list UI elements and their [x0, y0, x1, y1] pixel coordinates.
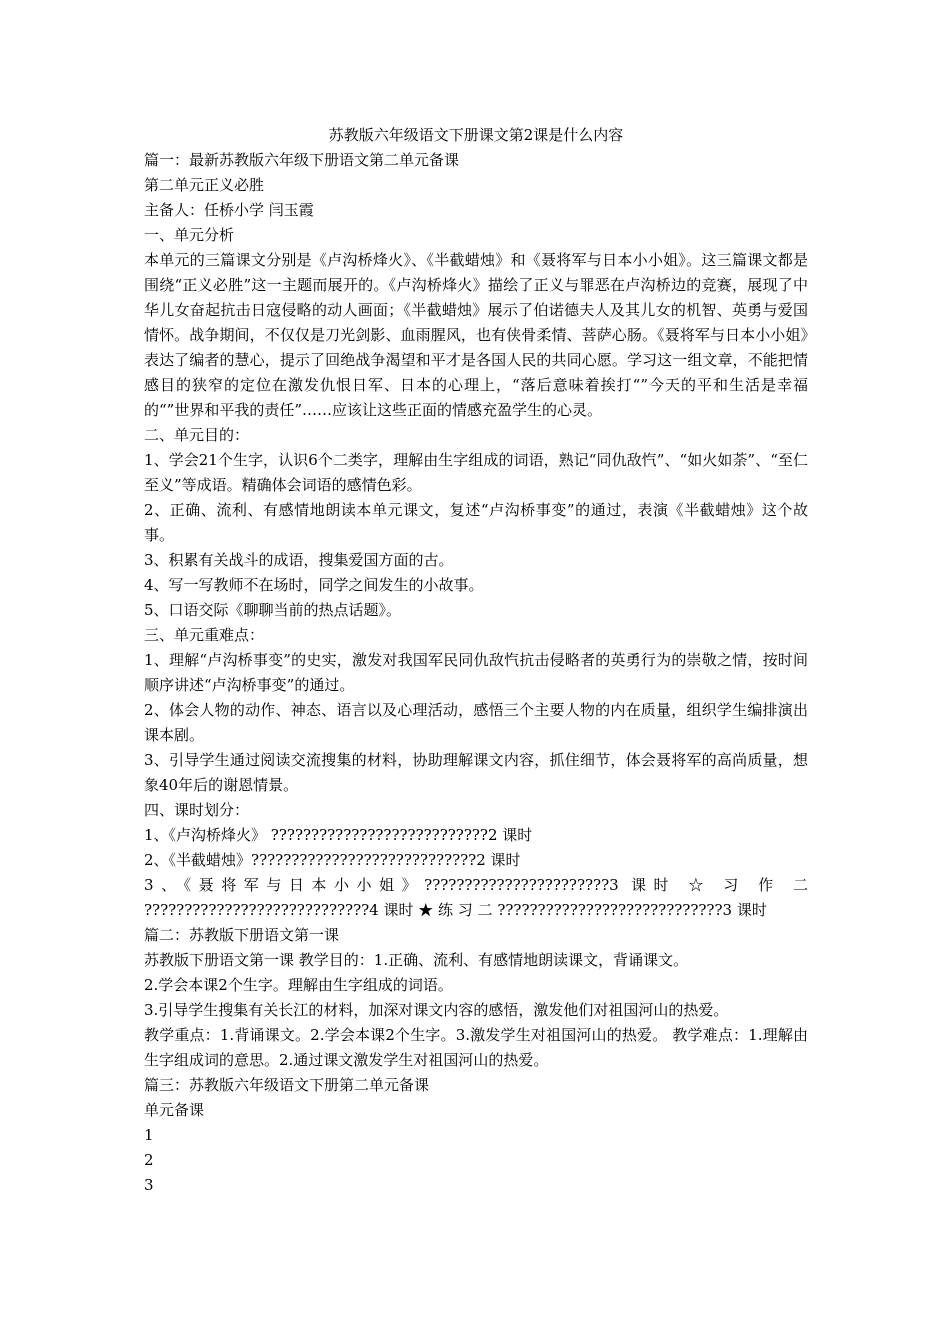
lesson-one-goals: 苏教版下册语文第一课 教学目的：1.正确、流利、有感情地朗读课文，背诵课文。 — [144, 951, 689, 969]
list-number-1: 1 — [144, 1126, 154, 1144]
section-heading-analysis: 一、单元分析 — [144, 226, 235, 244]
lesson-one-goal-3: 3.引导学生搜集有关长江的材料，加深对课文内容的感悟，激发他们对祖国河山的热爱。 — [144, 1001, 729, 1019]
schedule-item-3: 3、《聂将军与日本小小姐》???????????????????????3 课时 ☆ 习 作 二 ????????????????????????????4 课时 ★ 练 习 二 ????????????????????????????3 课时 — [144, 876, 808, 919]
key-point-1: 1、理解“卢沟桥事变”的史实，激发对我国军民同仇敌忾抗击侵略者的英勇行为的崇敬之情，按时间顺序讲述“卢沟桥事变”的通过。 — [144, 651, 808, 694]
list-number-2: 2 — [144, 1151, 154, 1169]
goal-item-3: 3、积累有关战斗的成语，搜集爱国方面的古。 — [144, 551, 454, 569]
schedule-item-2: 2、《半截蜡烛》????????????????????????????2 课时 — [144, 851, 521, 869]
document-title: 苏教版六年级语文下册课文第2课是什么内容 — [328, 126, 624, 144]
list-number-3: 3 — [144, 1176, 154, 1194]
unit-preparation-label: 单元备课 — [144, 1101, 205, 1119]
document-page — [144, 122, 808, 1198]
goal-item-1: 1、学会21个生字，认识6个二类字，理解由生字组成的词语，熟记“同仇敌忾”、“如火如荼”、“至仁至义”等成语。精确体会词语的感情色彩。 — [144, 451, 808, 494]
section-heading-goals: 二、单元目的： — [144, 426, 250, 444]
section-heading-schedule: 四、课时划分： — [144, 801, 250, 819]
key-point-3: 3、引导学生通过阅读交流搜集的材料，协助理解课文内容，抓住细节，体会聂将军的高尚质量，想象40年后的谢恩情景。 — [144, 751, 808, 794]
goal-item-4: 4、写一写教师不在场时，同学之间发生的小故事。 — [144, 576, 484, 594]
unit-title: 第二单元正义必胜 — [144, 176, 265, 194]
heading-part-two: 篇二：苏教版下册语文第一课 — [144, 926, 340, 944]
analysis-paragraph: 本单元的三篇课文分别是《卢沟桥烽火》、《半截蜡烛》和《聂将军与日本小小姐》。这三篇课文都是围绕“正义必胜”这一主题而展开的。《卢沟桥烽火》描绘了正义与罪恶在卢沟桥边的竞赛，展现了中华儿女奋起抗击日寇侵略的动人画面；《半截蜡烛》展示了伯诺德夫人及其儿女的机智、英勇与爱国情怀。战争期间，不仅仅是刀光剑影、血雨腥风，也有侠骨柔情、菩萨心肠。《聂将军与日本小小姐》表达了编者的慧心，提示了回绝战争渴望和平才是各国人民的共同心愿。学习这一组文章，不能把情感目的狭窄的定位在激发仇恨日军、日本的心理上，“落后意味着挨打“”今天的平和生活是幸福的“”世界和平我的责任”……应该让这些正面的情感充盈学生的心灵。 — [144, 251, 808, 419]
schedule-item-1: 1、《卢沟桥烽火》 ???????????????????????????2 课时 — [144, 826, 533, 844]
section-heading-key-points: 三、单元重难点： — [144, 626, 265, 644]
key-point-2: 2、体会人物的动作、神态、语言以及心理活动，感悟三个主要人物的内在质量，组织学生编排演出课本剧。 — [144, 701, 808, 744]
lesson-one-goal-2: 2.学会本课2个生字。理解由生字组成的词语。 — [144, 976, 453, 994]
goal-item-5: 5、口语交际《聊聊当前的热点话题》。 — [144, 601, 402, 619]
preparer-line: 主备人：任桥小学 闫玉霞 — [144, 201, 314, 219]
lesson-one-key-points: 教学重点：1.背诵课文。2.学会本课2个生字。3.激发学生对祖国河山的热爱。 教学难点：1.理解由生字组成词的意思。2.通过课文激发学生对祖国河山的热爱。 — [144, 1026, 808, 1069]
goal-item-2: 2、正确、流利、有感情地朗读本单元课文，复述“卢沟桥事变”的通过，表演《半截蜡烛》这个故事。 — [144, 501, 808, 544]
heading-part-one: 篇一：最新苏教版六年级下册语文第二单元备课 — [144, 151, 460, 169]
heading-part-three: 篇三：苏教版六年级语文下册第二单元备课 — [144, 1076, 430, 1094]
